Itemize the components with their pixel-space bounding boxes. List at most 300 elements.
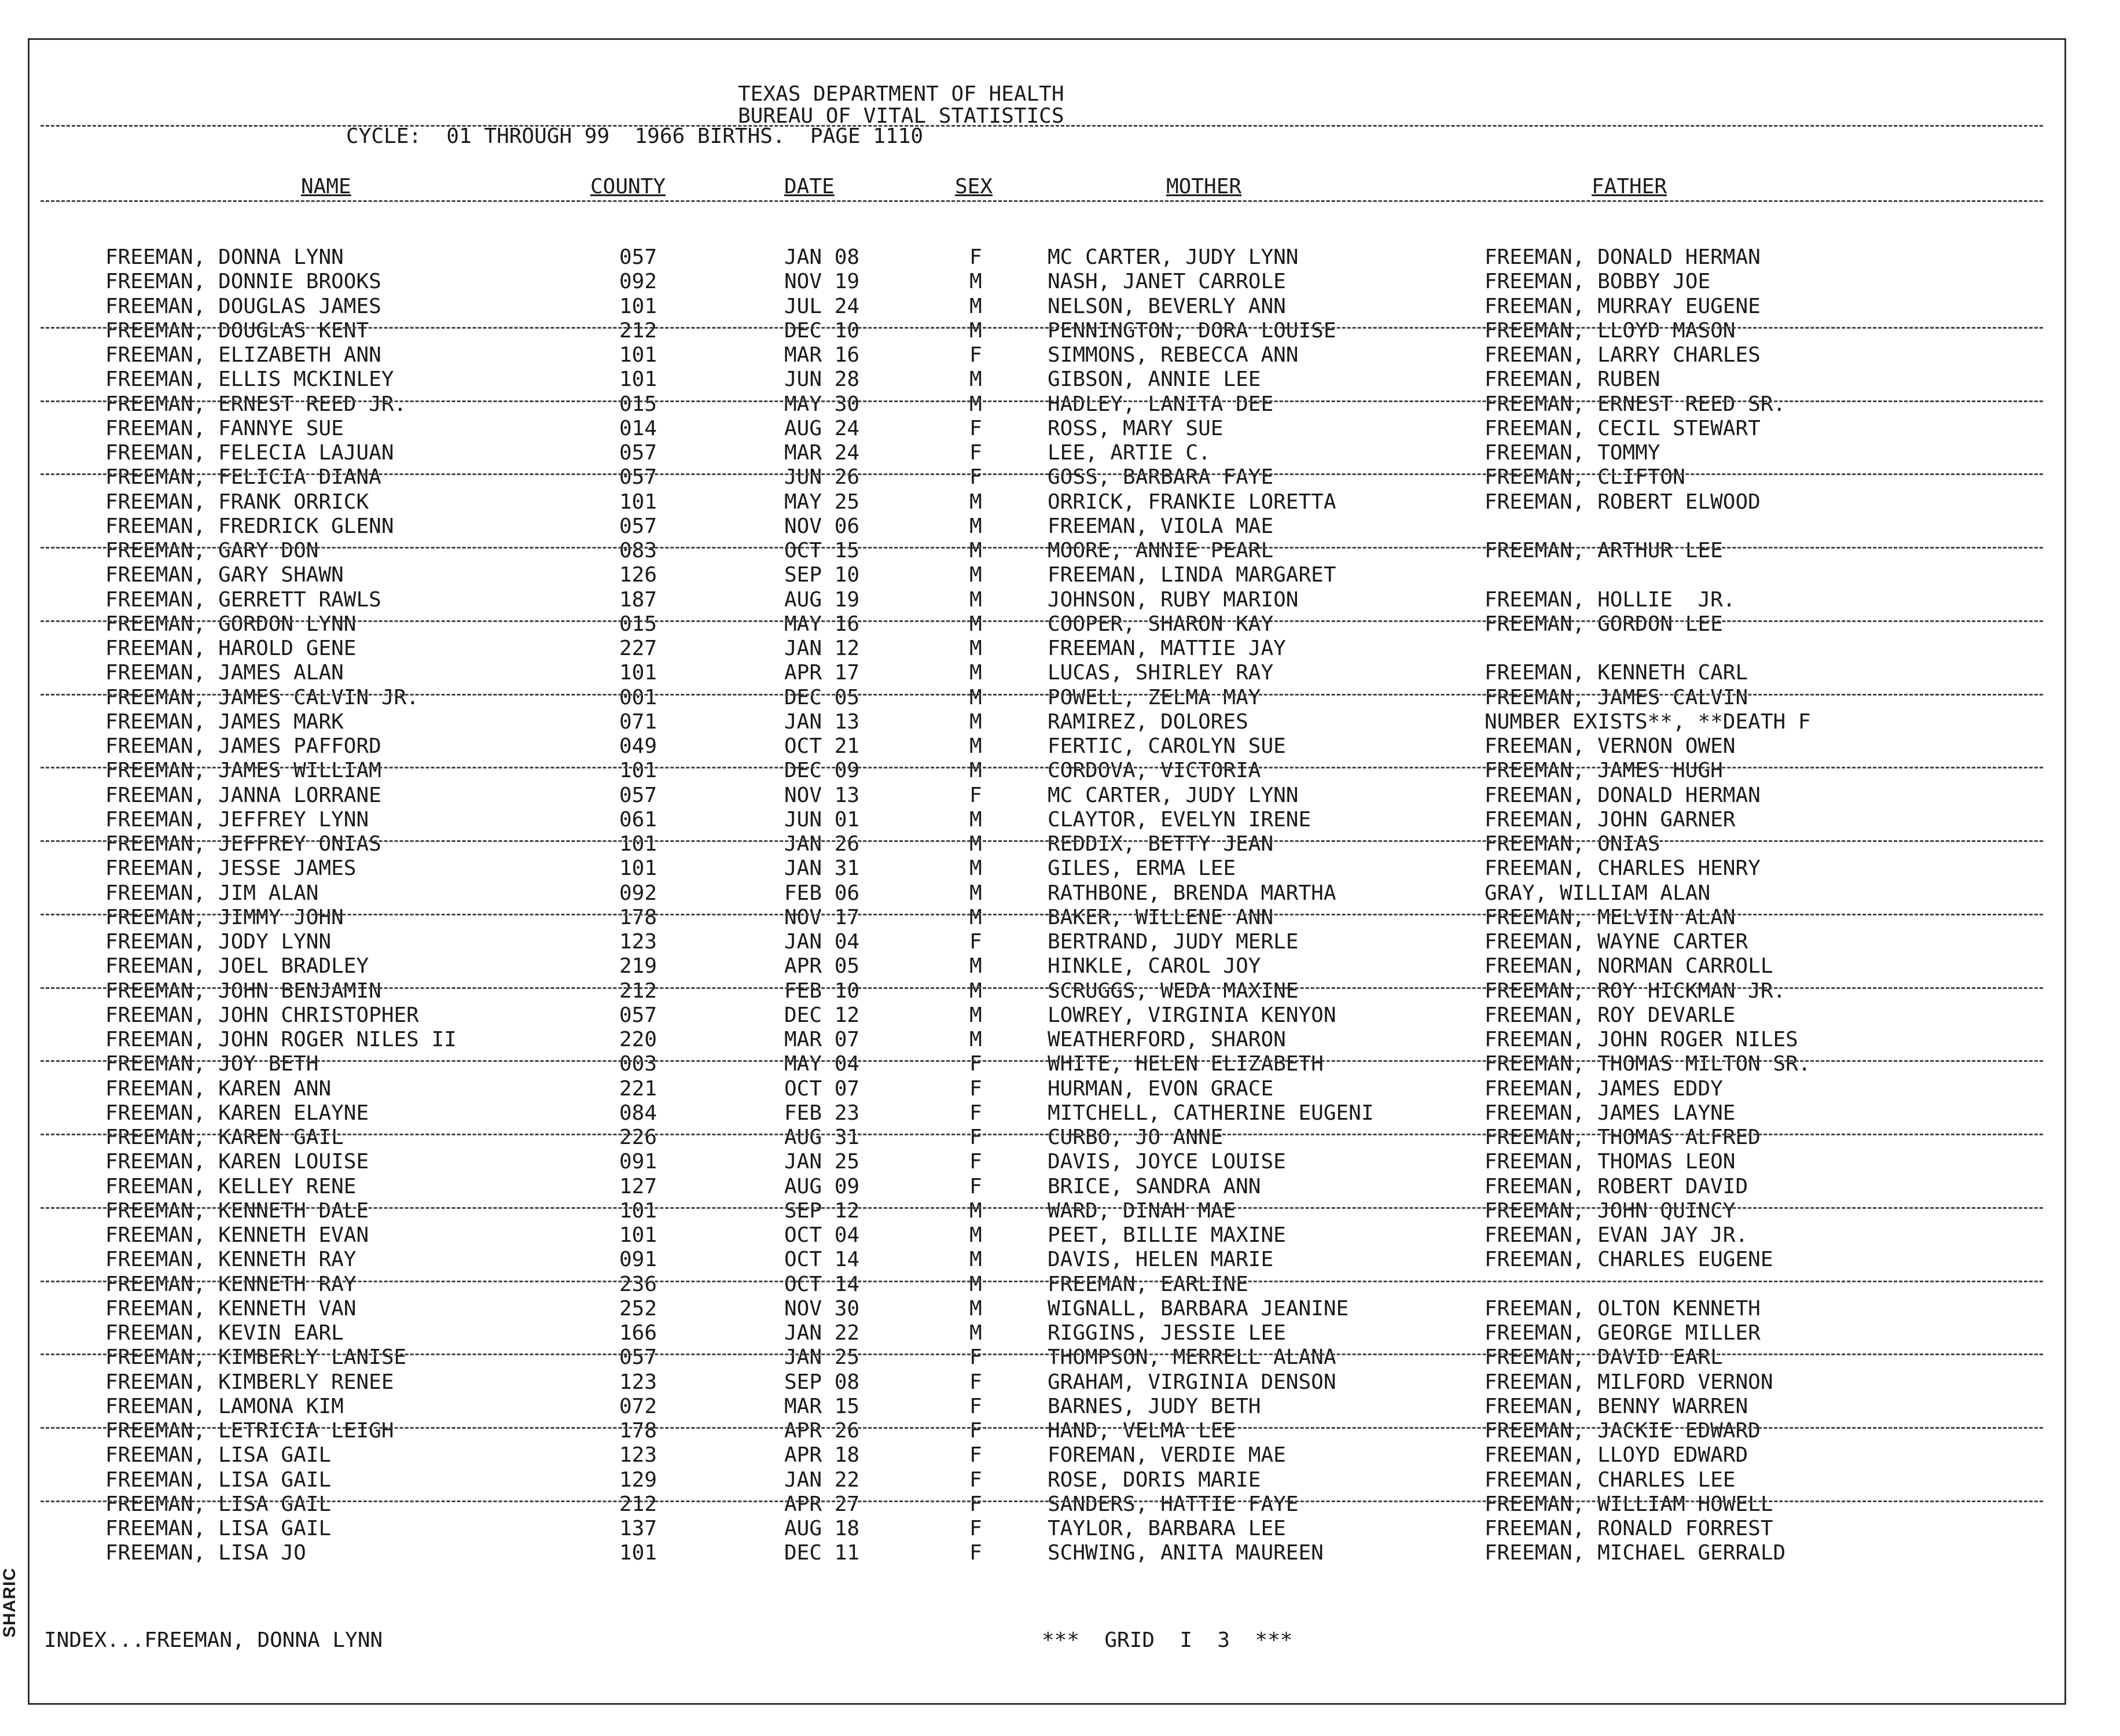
table-row (0, 710, 2120, 734)
cell-sex: M (969, 1003, 982, 1027)
cell-county: 123 (619, 930, 657, 954)
cell-sex: F (969, 1052, 982, 1076)
cell-name: FREEMAN, FELICIA DIANA (105, 465, 381, 489)
cell-county: 057 (619, 245, 657, 269)
cell-father: FREEMAN, EVAN JAY JR. (1485, 1223, 1748, 1247)
cell-sex: M (969, 490, 982, 514)
cell-county: 123 (619, 1370, 657, 1394)
cell-father: FREEMAN, DONALD HERMAN (1485, 245, 1761, 269)
footer-index: INDEX...FREEMAN, DONNA LYNN (44, 1628, 383, 1652)
cell-name: FREEMAN, JOHN ROGER NILES II (105, 1028, 457, 1051)
row-divider (41, 400, 2043, 402)
cell-mother: THOMPSON, MERRELL ALANA (1048, 1345, 1336, 1369)
table-row (0, 514, 2120, 539)
row-divider (41, 547, 2043, 549)
cell-sex: M (969, 686, 982, 709)
cell-date: APR 05 (784, 954, 860, 978)
cell-mother: SCHWING, ANITA MAUREEN (1048, 1541, 1324, 1565)
cell-father: FREEMAN, ERNEST REED SR. (1485, 392, 1786, 416)
cell-date: DEC 05 (784, 686, 860, 709)
cell-name: FREEMAN, JOY BETH (105, 1052, 319, 1076)
cell-name: FREEMAN, JIMMY JOHN (105, 906, 344, 929)
cell-mother: LEE, ARTIE C. (1048, 441, 1211, 465)
cell-mother: GRAHAM, VIRGINIA DENSON (1048, 1370, 1336, 1394)
cell-name: FREEMAN, JIM ALAN (105, 881, 319, 905)
cell-father: FREEMAN, LARRY CHARLES (1485, 343, 1761, 367)
table-row (0, 930, 2120, 954)
cell-county: 127 (619, 1175, 657, 1198)
column-header-father: FATHER (1592, 175, 1667, 198)
table-row (0, 367, 2120, 392)
cell-mother: PEET, BILLIE MAXINE (1048, 1223, 1286, 1247)
table-row (0, 1175, 2120, 1199)
cell-mother: MITCHELL, CATHERINE EUGENI (1048, 1101, 1374, 1125)
cell-name: FREEMAN, DONNIE BROOKS (105, 270, 381, 293)
cell-sex: M (969, 1028, 982, 1051)
cell-mother: BARNES, JUDY BETH (1048, 1395, 1261, 1418)
cell-mother: TAYLOR, BARBARA LEE (1048, 1517, 1286, 1540)
cell-mother: ORRICK, FRANKIE LORETTA (1048, 490, 1336, 514)
table-row (0, 1052, 2120, 1076)
cell-county: 101 (619, 343, 657, 367)
cell-date: OCT 04 (784, 1223, 860, 1247)
cell-father: FREEMAN, ROY HICKMAN JR. (1485, 979, 1786, 1003)
column-header-sex: SEX (955, 175, 993, 198)
cell-mother: NASH, JANET CARROLE (1048, 270, 1286, 293)
cell-father: FREEMAN, LLOYD EDWARD (1485, 1443, 1748, 1467)
cell-county: 123 (619, 1443, 657, 1467)
cell-county: 126 (619, 563, 657, 587)
cell-name: FREEMAN, JOEL BRADLEY (105, 954, 369, 978)
cell-mother: RATHBONE, BRENDA MARTHA (1048, 881, 1336, 905)
cell-county: 226 (619, 1126, 657, 1149)
cell-county: 212 (619, 319, 657, 343)
table-row (0, 417, 2120, 441)
cell-county: 212 (619, 1492, 657, 1516)
cell-date: JAN 25 (784, 1150, 860, 1174)
cell-county: 227 (619, 637, 657, 660)
column-header-name: NAME (301, 175, 351, 198)
cell-county: 015 (619, 612, 657, 636)
cell-sex: M (969, 1199, 982, 1223)
cell-date: MAR 24 (784, 441, 860, 465)
cell-county: 220 (619, 1028, 657, 1051)
row-divider (41, 694, 2043, 696)
cell-father: FREEMAN, NORMAN CARROLL (1485, 954, 1773, 978)
cell-father: FREEMAN, WAYNE CARTER (1485, 930, 1748, 954)
table-row (0, 1126, 2120, 1150)
cell-county: 049 (619, 734, 657, 758)
table-row (0, 1101, 2120, 1126)
table-row (0, 686, 2120, 710)
cell-mother: PENNINGTON, DORA LOUISE (1048, 319, 1336, 343)
cell-date: MAY 16 (784, 612, 860, 636)
cell-father: FREEMAN, THOMAS LEON (1485, 1150, 1736, 1174)
cell-county: 212 (619, 979, 657, 1003)
cell-sex: M (969, 270, 982, 293)
cell-father: FREEMAN, DONALD HERMAN (1485, 784, 1761, 807)
header-title: TEXAS DEPARTMENT OF HEALTH (738, 82, 1064, 106)
cell-sex: F (969, 1101, 982, 1125)
cell-mother: HINKLE, CAROL JOY (1048, 954, 1261, 978)
cell-father: FREEMAN, ROBERT ELWOOD (1485, 490, 1761, 514)
header-cycle: CYCLE: 01 THROUGH 99 1966 BIRTHS. PAGE 1110 (346, 124, 923, 148)
cell-date: JUN 01 (784, 808, 860, 832)
cell-county: 072 (619, 1395, 657, 1418)
cell-name: FREEMAN, KELLEY RENE (105, 1175, 357, 1198)
cell-sex: F (969, 1517, 982, 1540)
cell-date: AUG 18 (784, 1517, 860, 1540)
cell-date: JUL 24 (784, 295, 860, 318)
cell-date: SEP 08 (784, 1370, 860, 1394)
cell-mother: DAVIS, JOYCE LOUISE (1048, 1150, 1286, 1174)
table-row (0, 832, 2120, 856)
cell-date: APR 26 (784, 1419, 860, 1443)
cell-father: FREEMAN, JOHN QUINCY (1485, 1199, 1736, 1223)
cell-date: JAN 12 (784, 637, 860, 660)
cell-county: 071 (619, 710, 657, 734)
table-row (0, 1199, 2120, 1223)
cell-sex: M (969, 1321, 982, 1345)
cell-name: FREEMAN, JAMES MARK (105, 710, 344, 734)
row-divider (41, 1060, 2043, 1062)
cell-father: FREEMAN, MILFORD VERNON (1485, 1370, 1773, 1394)
table-row (0, 539, 2120, 563)
cell-name: FREEMAN, DONNA LYNN (105, 245, 344, 269)
cell-mother: COOPER, SHARON KAY (1048, 612, 1274, 636)
cell-name: FREEMAN, DOUGLAS JAMES (105, 295, 381, 318)
cell-father: FREEMAN, LLOYD MASON (1485, 319, 1736, 343)
cell-mother: MC CARTER, JUDY LYNN (1048, 245, 1299, 269)
cell-date: DEC 11 (784, 1541, 860, 1565)
cell-sex: F (969, 417, 982, 440)
cell-sex: F (969, 784, 982, 807)
cell-sex: M (969, 979, 982, 1003)
table-row (0, 1028, 2120, 1052)
cell-name: FREEMAN, LISA GAIL (105, 1517, 332, 1540)
cell-father: FREEMAN, MURRAY EUGENE (1485, 295, 1761, 318)
table-row (0, 1492, 2120, 1517)
cell-county: 178 (619, 1419, 657, 1443)
cell-county: 057 (619, 784, 657, 807)
table-row (0, 1541, 2120, 1565)
cell-father: FREEMAN, JAMES CALVIN (1485, 686, 1748, 709)
cell-father: FREEMAN, JAMES EDDY (1485, 1077, 1723, 1101)
cell-sex: F (969, 1370, 982, 1394)
cell-county: 057 (619, 1345, 657, 1369)
cell-sex: M (969, 367, 982, 391)
cell-county: 014 (619, 417, 657, 440)
table-row (0, 1419, 2120, 1443)
cell-mother: JOHNSON, RUBY MARION (1048, 588, 1299, 612)
cell-father: FREEMAN, JACKIE EDWARD (1485, 1419, 1761, 1443)
row-divider (41, 327, 2043, 329)
cell-name: FREEMAN, FRANK ORRICK (105, 490, 369, 514)
cell-name: FREEMAN, DOUGLAS KENT (105, 319, 369, 343)
cell-date: MAY 04 (784, 1052, 860, 1076)
table-row (0, 808, 2120, 832)
cell-father: FREEMAN, MICHAEL GERRALD (1485, 1541, 1786, 1565)
cell-mother: WEATHERFORD, SHARON (1048, 1028, 1286, 1051)
cell-name: FREEMAN, KEVIN EARL (105, 1321, 344, 1345)
table-row (0, 1150, 2120, 1174)
cell-county: 252 (619, 1297, 657, 1321)
table-row (0, 637, 2120, 661)
cell-county: 101 (619, 1199, 657, 1223)
cell-mother: LOWREY, VIRGINIA KENYON (1048, 1003, 1336, 1027)
cell-name: FREEMAN, KIMBERLY LANISE (105, 1345, 407, 1369)
table-row (0, 612, 2120, 637)
cell-mother: SIMMONS, REBECCA ANN (1048, 343, 1299, 367)
cell-father: FREEMAN, TOMMY (1485, 441, 1660, 465)
table-row (0, 295, 2120, 319)
row-divider (41, 1500, 2043, 1502)
cell-date: OCT 14 (784, 1248, 860, 1271)
cell-sex: F (969, 1492, 982, 1516)
cell-name: FREEMAN, KENNETH RAY (105, 1248, 357, 1271)
table-row (0, 490, 2120, 514)
table-row (0, 245, 2120, 270)
cell-name: FREEMAN, KAREN GAIL (105, 1126, 344, 1149)
cell-mother: HURMAN, EVON GRACE (1048, 1077, 1274, 1101)
cell-mother: FERTIC, CAROLYN SUE (1048, 734, 1286, 758)
cell-county: 083 (619, 539, 657, 562)
cell-name: FREEMAN, JAMES WILLIAM (105, 759, 381, 782)
cell-date: JAN 04 (784, 930, 860, 954)
cell-father: FREEMAN, CHARLES HENRY (1485, 856, 1761, 880)
cell-county: 101 (619, 1223, 657, 1247)
row-divider (41, 1207, 2043, 1209)
cell-sex: M (969, 954, 982, 978)
cell-mother: BERTRAND, JUDY MERLE (1048, 930, 1299, 954)
cell-sex: F (969, 1077, 982, 1101)
cell-date: NOV 30 (784, 1297, 860, 1321)
table-row (0, 1003, 2120, 1028)
cell-sex: M (969, 319, 982, 343)
row-divider (41, 620, 2043, 622)
table-row (0, 1395, 2120, 1419)
cell-name: FREEMAN, LISA GAIL (105, 1443, 332, 1467)
table-row (0, 856, 2120, 881)
cell-sex: M (969, 906, 982, 929)
column-header-date: DATE (784, 175, 835, 198)
cell-sex: M (969, 1223, 982, 1247)
cell-date: DEC 09 (784, 759, 860, 782)
cell-sex: F (969, 441, 982, 465)
table-row (0, 1370, 2120, 1395)
cell-father: FREEMAN, RUBEN (1485, 367, 1660, 391)
cell-date: DEC 12 (784, 1003, 860, 1027)
cell-name: FREEMAN, JAMES PAFFORD (105, 734, 381, 758)
footer-grid: *** GRID I 3 *** (1042, 1628, 1293, 1652)
cell-mother: FREEMAN, MATTIE JAY (1048, 637, 1286, 660)
cell-date: APR 18 (784, 1443, 860, 1467)
table-row (0, 1517, 2120, 1541)
cell-county: 061 (619, 808, 657, 832)
cell-date: NOV 17 (784, 906, 860, 929)
cell-name: FREEMAN, JAMES CALVIN JR. (105, 686, 419, 709)
table-row (0, 319, 2120, 343)
cell-father: FREEMAN, JAMES LAYNE (1485, 1101, 1736, 1125)
cell-date: JUN 28 (784, 367, 860, 391)
cell-name: FREEMAN, HAROLD GENE (105, 637, 357, 660)
cell-sex: F (969, 1175, 982, 1198)
cell-sex: F (969, 343, 982, 367)
cell-date: JUN 26 (784, 465, 860, 489)
cell-sex: F (969, 1468, 982, 1492)
cell-father: FREEMAN, KENNETH CARL (1485, 661, 1748, 685)
cell-county: 101 (619, 832, 657, 856)
cell-mother: GOSS, BARBARA FAYE (1048, 465, 1274, 489)
cell-mother: HAND, VELMA LEE (1048, 1419, 1236, 1443)
cell-date: FEB 10 (784, 979, 860, 1003)
cell-date: JAN 25 (784, 1345, 860, 1369)
cell-sex: M (969, 1272, 982, 1296)
cell-mother: FREEMAN, VIOLA MAE (1048, 514, 1274, 538)
row-divider (41, 987, 2043, 989)
cell-name: FREEMAN, JOHN CHRISTOPHER (105, 1003, 419, 1027)
table-row (0, 784, 2120, 808)
cell-mother: WIGNALL, BARBARA JEANINE (1048, 1297, 1349, 1321)
cell-father: FREEMAN, ROY DEVARLE (1485, 1003, 1736, 1027)
cell-name: FREEMAN, KENNETH VAN (105, 1297, 357, 1321)
cell-date: MAY 25 (784, 490, 860, 514)
cell-county: 001 (619, 686, 657, 709)
table-row (0, 906, 2120, 930)
cell-county: 084 (619, 1101, 657, 1125)
cell-county: 057 (619, 514, 657, 538)
cell-sex: F (969, 1345, 982, 1369)
cell-county: 091 (619, 1248, 657, 1271)
cell-date: JAN 22 (784, 1468, 860, 1492)
cell-mother: CURBO, JO ANNE (1048, 1126, 1223, 1149)
cell-name: FREEMAN, FREDRICK GLENN (105, 514, 394, 538)
table-row (0, 979, 2120, 1003)
cell-date: AUG 19 (784, 588, 860, 612)
cell-father: FREEMAN, BOBBY JOE (1485, 270, 1711, 293)
cell-father: FREEMAN, GORDON LEE (1485, 612, 1723, 636)
cell-date: APR 17 (784, 661, 860, 685)
cell-mother: POWELL, ZELMA MAY (1048, 686, 1261, 709)
cell-mother: HADLEY, LANITA DEE (1048, 392, 1274, 416)
cell-sex: M (969, 563, 982, 587)
cell-name: FREEMAN, JOHN BENJAMIN (105, 979, 381, 1003)
cell-sex: M (969, 759, 982, 782)
table-row (0, 588, 2120, 612)
cell-father: FREEMAN, ONIAS (1485, 832, 1660, 856)
table-row (0, 1321, 2120, 1345)
cell-date: OCT 15 (784, 539, 860, 562)
cell-name: FREEMAN, JANNA LORRANE (105, 784, 381, 807)
table-row (0, 759, 2120, 783)
cell-father: FREEMAN, CHARLES EUGENE (1485, 1248, 1773, 1271)
cell-name: FREEMAN, GARY SHAWN (105, 563, 344, 587)
cell-mother: BAKER, WILLENE ANN (1048, 906, 1274, 929)
table-row (0, 881, 2120, 906)
cell-father: FREEMAN, VERNON OWEN (1485, 734, 1736, 758)
column-header-divider (41, 200, 2043, 202)
cell-date: SEP 12 (784, 1199, 860, 1223)
column-header-mother: MOTHER (1166, 175, 1242, 198)
cell-name: FREEMAN, KENNETH RAY (105, 1272, 357, 1296)
cell-date: JAN 26 (784, 832, 860, 856)
cell-mother: FREEMAN, LINDA MARGARET (1048, 563, 1336, 587)
cell-father: FREEMAN, GEORGE MILLER (1485, 1321, 1761, 1345)
table-row (0, 954, 2120, 979)
cell-name: FREEMAN, KIMBERLY RENEE (105, 1370, 394, 1394)
cell-date: MAR 15 (784, 1395, 860, 1418)
table-row (0, 1345, 2120, 1370)
cell-mother: SANDERS, HATTIE FAYE (1048, 1492, 1299, 1516)
cell-date: JAN 13 (784, 710, 860, 734)
cell-father: FREEMAN, WILLIAM HOWELL (1485, 1492, 1773, 1516)
cell-sex: F (969, 245, 982, 269)
column-header-county: COUNTY (590, 175, 666, 198)
cell-mother: RIGGINS, JESSIE LEE (1048, 1321, 1286, 1345)
table-row (0, 1443, 2120, 1467)
cell-sex: M (969, 612, 982, 636)
table-row (0, 1248, 2120, 1272)
cell-father: NUMBER EXISTS**, **DEATH F (1485, 710, 1811, 734)
cell-father: FREEMAN, RONALD FORREST (1485, 1517, 1773, 1540)
cell-father: FREEMAN, OLTON KENNETH (1485, 1297, 1761, 1321)
table-row (0, 392, 2120, 417)
cell-county: 178 (619, 906, 657, 929)
cell-date: JAN 08 (784, 245, 860, 269)
cell-county: 092 (619, 881, 657, 905)
table-row (0, 661, 2120, 685)
cell-name: FREEMAN, JODY LYNN (105, 930, 332, 954)
cell-mother: LUCAS, SHIRLEY RAY (1048, 661, 1274, 685)
cell-date: NOV 06 (784, 514, 860, 538)
cell-father: FREEMAN, JAMES HUGH (1485, 759, 1723, 782)
cell-father: GRAY, WILLIAM ALAN (1485, 881, 1711, 905)
cell-father: FREEMAN, ROBERT DAVID (1485, 1175, 1748, 1198)
table-row (0, 734, 2120, 759)
cell-county: 101 (619, 759, 657, 782)
table-row (0, 441, 2120, 465)
cell-name: FREEMAN, JEFFREY ONIAS (105, 832, 381, 856)
cell-county: 101 (619, 856, 657, 880)
header-divider (41, 125, 2043, 127)
cell-county: 236 (619, 1272, 657, 1296)
cell-county: 057 (619, 465, 657, 489)
cell-date: OCT 21 (784, 734, 860, 758)
cell-father: FREEMAN, THOMAS MILTON SR. (1485, 1052, 1811, 1076)
cell-father: FREEMAN, CLIFTON (1485, 465, 1685, 489)
side-label: SHARIC (0, 1567, 19, 1638)
cell-name: FREEMAN, LISA GAIL (105, 1492, 332, 1516)
table-row (0, 1468, 2120, 1492)
cell-date: SEP 10 (784, 563, 860, 587)
cell-date: APR 27 (784, 1492, 860, 1516)
cell-father: FREEMAN, ARTHUR LEE (1485, 539, 1723, 562)
cell-county: 015 (619, 392, 657, 416)
cell-mother: GILES, ERMA LEE (1048, 856, 1236, 880)
cell-date: MAR 07 (784, 1028, 860, 1051)
cell-mother: WHITE, HELEN ELIZABETH (1048, 1052, 1324, 1076)
cell-county: 101 (619, 490, 657, 514)
cell-name: FREEMAN, LETRICIA LEIGH (105, 1419, 394, 1443)
cell-county: 101 (619, 295, 657, 318)
cell-name: FREEMAN, GARY DON (105, 539, 319, 562)
cell-mother: NELSON, BEVERLY ANN (1048, 295, 1286, 318)
cell-county: 187 (619, 588, 657, 612)
cell-mother: MC CARTER, JUDY LYNN (1048, 784, 1299, 807)
cell-name: FREEMAN, KENNETH DALE (105, 1199, 369, 1223)
cell-date: FEB 06 (784, 881, 860, 905)
cell-date: AUG 31 (784, 1126, 860, 1149)
